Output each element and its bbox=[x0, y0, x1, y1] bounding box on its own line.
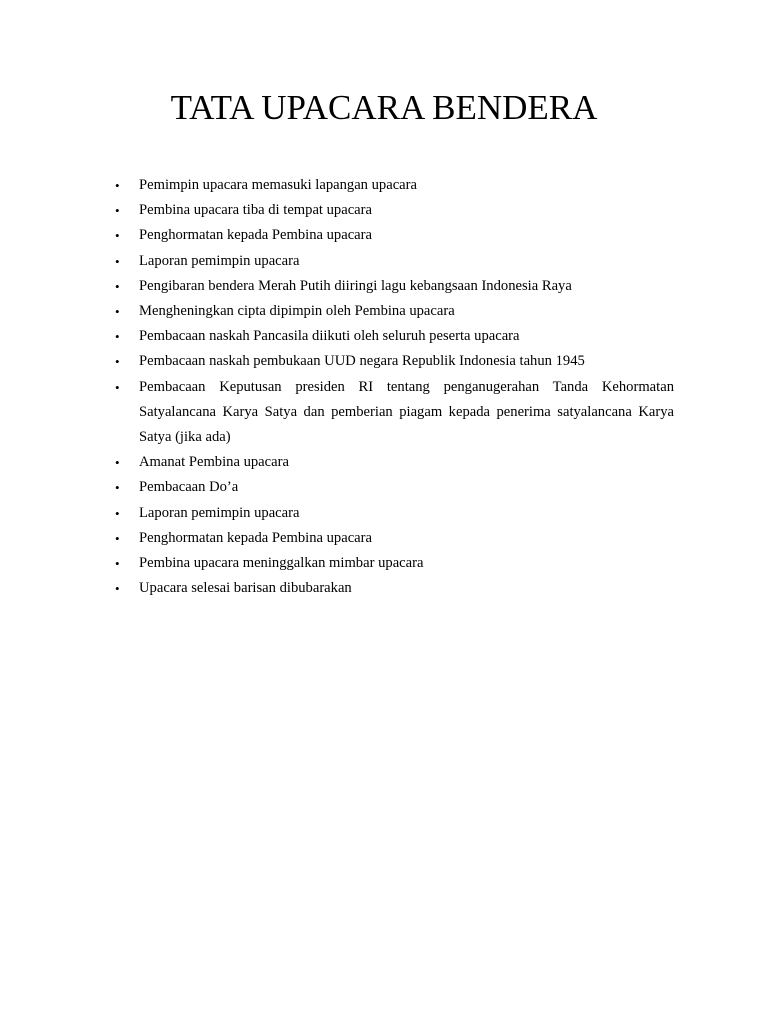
list-item bbox=[111, 375, 674, 451]
list-item-text: Mengheningkan cipta dipimpin oleh Pembina upacara bbox=[139, 303, 455, 320]
list-item-text: Amanat Pembina upacara bbox=[139, 454, 289, 471]
bullet-icon: • bbox=[115, 253, 120, 269]
list-item-text: Pembacaan Do’a bbox=[139, 479, 239, 496]
list-item-text: Penghormatan kepada Pembina upacara bbox=[139, 227, 373, 244]
list-item bbox=[111, 576, 674, 601]
bullet-icon: • bbox=[115, 278, 120, 294]
bullet-icon: • bbox=[115, 480, 120, 496]
bullet-icon: • bbox=[115, 530, 120, 546]
list-item-text: Laporan pemimpin upacara bbox=[139, 252, 300, 269]
bullet-icon: • bbox=[115, 505, 120, 521]
bullet-icon: • bbox=[115, 329, 120, 345]
bullet-icon: • bbox=[115, 228, 120, 244]
list-item bbox=[111, 223, 674, 248]
list-item-text: Penghormatan kepada Pembina upacara bbox=[139, 529, 373, 546]
list-item-text: Laporan pemimpin upacara bbox=[139, 504, 300, 521]
list-item-text: Pembacaan naskah Pancasila diikuti oleh seluruh peserta upacara bbox=[139, 328, 520, 345]
list-item bbox=[111, 173, 674, 198]
list-item bbox=[111, 349, 674, 374]
list-item bbox=[111, 475, 674, 500]
bullet-icon: • bbox=[115, 556, 120, 572]
list-item bbox=[111, 324, 674, 349]
document-title: TATA UPACARA BENDERA bbox=[170, 88, 598, 127]
list-item bbox=[111, 274, 674, 299]
list-item bbox=[111, 526, 674, 551]
list-item-text: Pembina upacara meninggalkan mimbar upacara bbox=[139, 555, 424, 572]
list-item bbox=[111, 198, 674, 223]
bullet-icon: • bbox=[115, 379, 120, 395]
bullet-icon: • bbox=[115, 203, 120, 219]
ceremony-steps-list bbox=[111, 173, 674, 601]
list-item bbox=[111, 299, 674, 324]
list-item bbox=[111, 450, 674, 475]
bullet-icon: • bbox=[115, 581, 120, 597]
list-item-text: Pembacaan Keputusan presiden RI tentang penganugerahan Tanda Kehormatan Satyalancana Karya Satya dan pemberian piagam kepada penerima satyalancana Karya Satya (jika ada) bbox=[139, 378, 674, 446]
list-item bbox=[111, 501, 674, 526]
list-item-text: Pengibaran bendera Merah Putih diiringi lagu kebangsaan Indonesia Raya bbox=[139, 277, 572, 294]
list-item bbox=[111, 249, 674, 274]
list-item-text: Pembina upacara tiba di tempat upacara bbox=[139, 202, 372, 219]
list-item-text: Pemimpin upacara memasuki lapangan upacara bbox=[139, 177, 417, 193]
bullet-icon: • bbox=[115, 455, 120, 471]
bullet-icon: • bbox=[115, 354, 120, 370]
bullet-icon: • bbox=[115, 178, 120, 193]
list-item-text: Upacara selesai barisan dibubarakan bbox=[139, 580, 352, 597]
bullet-icon: • bbox=[115, 304, 120, 320]
list-item-text: Pembacaan naskah pembukaan UUD negara Republik Indonesia tahun 1945 bbox=[139, 353, 585, 370]
list-item bbox=[111, 551, 674, 576]
